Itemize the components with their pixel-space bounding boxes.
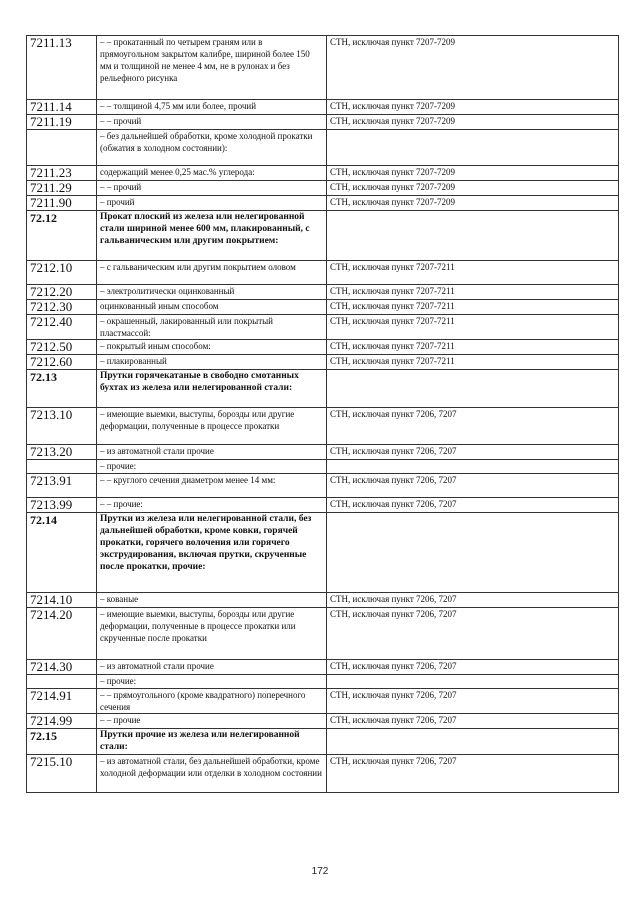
code-cell: 72.15 xyxy=(27,729,97,755)
rule-cell: СТН, исключая пункт 7207-7211 xyxy=(327,355,619,370)
description-cell: – из автоматной стали прочие xyxy=(97,445,327,460)
tariff-table xyxy=(26,35,619,793)
code-cell: 7212.60 xyxy=(27,355,97,370)
description-cell: – – толщиной 4,75 мм или более, прочий xyxy=(97,100,327,115)
table-row xyxy=(27,181,619,196)
description-cell: – – прочие: xyxy=(97,498,327,513)
table-row xyxy=(27,36,619,100)
table-row xyxy=(27,714,619,729)
rule-cell: СТН, исключая пункт 7207-7209 xyxy=(327,181,619,196)
code-cell xyxy=(27,130,97,166)
description-cell: – окрашенный, лакированный или покрытый пластмассой: xyxy=(97,315,327,340)
code-cell: 7212.50 xyxy=(27,340,97,355)
rule-cell xyxy=(327,729,619,755)
table-row xyxy=(27,340,619,355)
code-cell: 7212.20 xyxy=(27,285,97,300)
rule-cell xyxy=(327,130,619,166)
description-cell: – из автоматной стали прочие xyxy=(97,660,327,675)
description-cell: оцинкованный иным способом xyxy=(97,300,327,315)
code-cell: 7213.20 xyxy=(27,445,97,460)
rule-cell: СТН, исключая пункт 7206, 7207 xyxy=(327,498,619,513)
table-row xyxy=(27,355,619,370)
table-row xyxy=(27,689,619,714)
table-row xyxy=(27,300,619,315)
rule-cell xyxy=(327,513,619,593)
table-row xyxy=(27,130,619,166)
description-cell: – прочие: xyxy=(97,460,327,474)
description-cell: – – прокатанный по четырем граням или в прямоугольном закрытом калибре, шириной более 150 мм и толщиной не менее 4 мм, не в рулонах и без рельефного рисунка xyxy=(97,36,327,100)
description-cell: – электролитически оцинкованный xyxy=(97,285,327,300)
rule-cell: СТН, исключая пункт 7206, 7207 xyxy=(327,689,619,714)
description-cell: Прутки горячекатаные в свободно смотанных бухтах из железа или нелегированной стали: xyxy=(97,370,327,408)
code-cell xyxy=(27,675,97,689)
heading-row xyxy=(27,513,619,593)
rule-cell: СТН, исключая пункт 7206, 7207 xyxy=(327,474,619,498)
description-cell: – с гальваническим или другим покрытием оловом xyxy=(97,261,327,285)
table-row xyxy=(27,100,619,115)
rule-cell: СТН, исключая пункт 7206, 7207 xyxy=(327,714,619,729)
code-cell: 7212.30 xyxy=(27,300,97,315)
table-row xyxy=(27,166,619,181)
table-row xyxy=(27,608,619,660)
page-number: 172 xyxy=(311,866,329,877)
description-cell: – плакированный xyxy=(97,355,327,370)
rule-cell: СТН, исключая пункт 7207-7211 xyxy=(327,340,619,355)
description-cell: Прокат плоский из железа или нелегированной стали шириной менее 600 мм, плакированный, с гальваническим или другим покрытием: xyxy=(97,211,327,261)
heading-row xyxy=(27,370,619,408)
code-cell: 7215.10 xyxy=(27,755,97,793)
table-row xyxy=(27,445,619,460)
code-cell: 7214.30 xyxy=(27,660,97,675)
code-cell: 72.13 xyxy=(27,370,97,408)
rule-cell: СТН, исключая пункт 7207-7209 xyxy=(327,166,619,181)
code-cell: 7213.99 xyxy=(27,498,97,513)
code-cell: 72.12 xyxy=(27,211,97,261)
rule-cell: СТН, исключая пункт 7206, 7207 xyxy=(327,593,619,608)
code-cell: 7212.10 xyxy=(27,261,97,285)
rule-cell xyxy=(327,675,619,689)
description-cell: – – круглого сечения диаметром менее 14 мм: xyxy=(97,474,327,498)
description-cell: – покрытый иным способом: xyxy=(97,340,327,355)
rule-cell xyxy=(327,211,619,261)
code-cell: 7213.91 xyxy=(27,474,97,498)
table-row xyxy=(27,285,619,300)
description-cell: Прутки из железа или нелегированной стали, без дальнейшей обработки, кроме ковки, горячей прокатки, горячего волочения или горячего экструдирования, включая прутки, скрученные после прокатки, прочие: xyxy=(97,513,327,593)
description-cell: – прочий xyxy=(97,196,327,211)
description-cell: содержащий менее 0,25 мас.% углерода: xyxy=(97,166,327,181)
rule-cell xyxy=(327,460,619,474)
code-cell: 7214.91 xyxy=(27,689,97,714)
code-cell: 7211.13 xyxy=(27,36,97,100)
rule-cell: СТН, исключая пункт 7207-7209 xyxy=(327,115,619,130)
table-row xyxy=(27,115,619,130)
table-row xyxy=(27,755,619,793)
rule-cell: СТН, исключая пункт 7206, 7207 xyxy=(327,660,619,675)
rule-cell: СТН, исключая пункт 7207-7211 xyxy=(327,261,619,285)
table-row xyxy=(27,315,619,340)
description-cell: – – прочий xyxy=(97,181,327,196)
code-cell: 7211.19 xyxy=(27,115,97,130)
rule-cell: СТН, исключая пункт 7207-7209 xyxy=(327,36,619,100)
heading-row xyxy=(27,729,619,755)
rule-cell xyxy=(327,370,619,408)
description-cell: – – прочие xyxy=(97,714,327,729)
rule-cell: СТН, исключая пункт 7207-7211 xyxy=(327,300,619,315)
description-cell: – из автоматной стали, без дальнейшей обработки, кроме холодной деформации или отделки в холодном состоянии xyxy=(97,755,327,793)
table-row xyxy=(27,660,619,675)
description-cell: – прочие: xyxy=(97,675,327,689)
heading-row xyxy=(27,211,619,261)
description-cell: – имеющие выемки, выступы, борозды или другие деформации, полученные в процессе прокатки или скрученные после прокатки xyxy=(97,608,327,660)
tariff-table-body xyxy=(27,36,619,793)
table-row xyxy=(27,675,619,689)
code-cell: 7211.90 xyxy=(27,196,97,211)
description-cell: Прутки прочие из железа или нелегированной стали: xyxy=(97,729,327,755)
code-cell: 7214.10 xyxy=(27,593,97,608)
description-cell: – кованые xyxy=(97,593,327,608)
code-cell: 7213.10 xyxy=(27,408,97,445)
table-row xyxy=(27,460,619,474)
rule-cell: СТН, исключая пункт 7206, 7207 xyxy=(327,445,619,460)
code-cell: 7212.40 xyxy=(27,315,97,340)
code-cell xyxy=(27,460,97,474)
rule-cell: СТН, исключая пункт 7206, 7207 xyxy=(327,608,619,660)
description-cell: – – прочий xyxy=(97,115,327,130)
table-row xyxy=(27,408,619,445)
code-cell: 72.14 xyxy=(27,513,97,593)
description-cell: – без дальнейшей обработки, кроме холодной прокатки (обжатия в холодном состоянии): xyxy=(97,130,327,166)
rule-cell: СТН, исключая пункт 7206, 7207 xyxy=(327,408,619,445)
table-row xyxy=(27,498,619,513)
description-cell: – – прямоугольного (кроме квадратного) поперечного сечения xyxy=(97,689,327,714)
rule-cell: СТН, исключая пункт 7207-7211 xyxy=(327,315,619,340)
table-row xyxy=(27,474,619,498)
code-cell: 7214.20 xyxy=(27,608,97,660)
code-cell: 7211.29 xyxy=(27,181,97,196)
rule-cell: СТН, исключая пункт 7206, 7207 xyxy=(327,755,619,793)
code-cell: 7211.14 xyxy=(27,100,97,115)
code-cell: 7211.23 xyxy=(27,166,97,181)
rule-cell: СТН, исключая пункт 7207-7209 xyxy=(327,100,619,115)
table-row xyxy=(27,196,619,211)
table-row xyxy=(27,261,619,285)
description-cell: – имеющие выемки, выступы, борозды или другие деформации, полученные в процессе прокатки xyxy=(97,408,327,445)
code-cell: 7214.99 xyxy=(27,714,97,729)
rule-cell: СТН, исключая пункт 7207-7209 xyxy=(327,196,619,211)
table-row xyxy=(27,593,619,608)
rule-cell: СТН, исключая пункт 7207-7211 xyxy=(327,285,619,300)
